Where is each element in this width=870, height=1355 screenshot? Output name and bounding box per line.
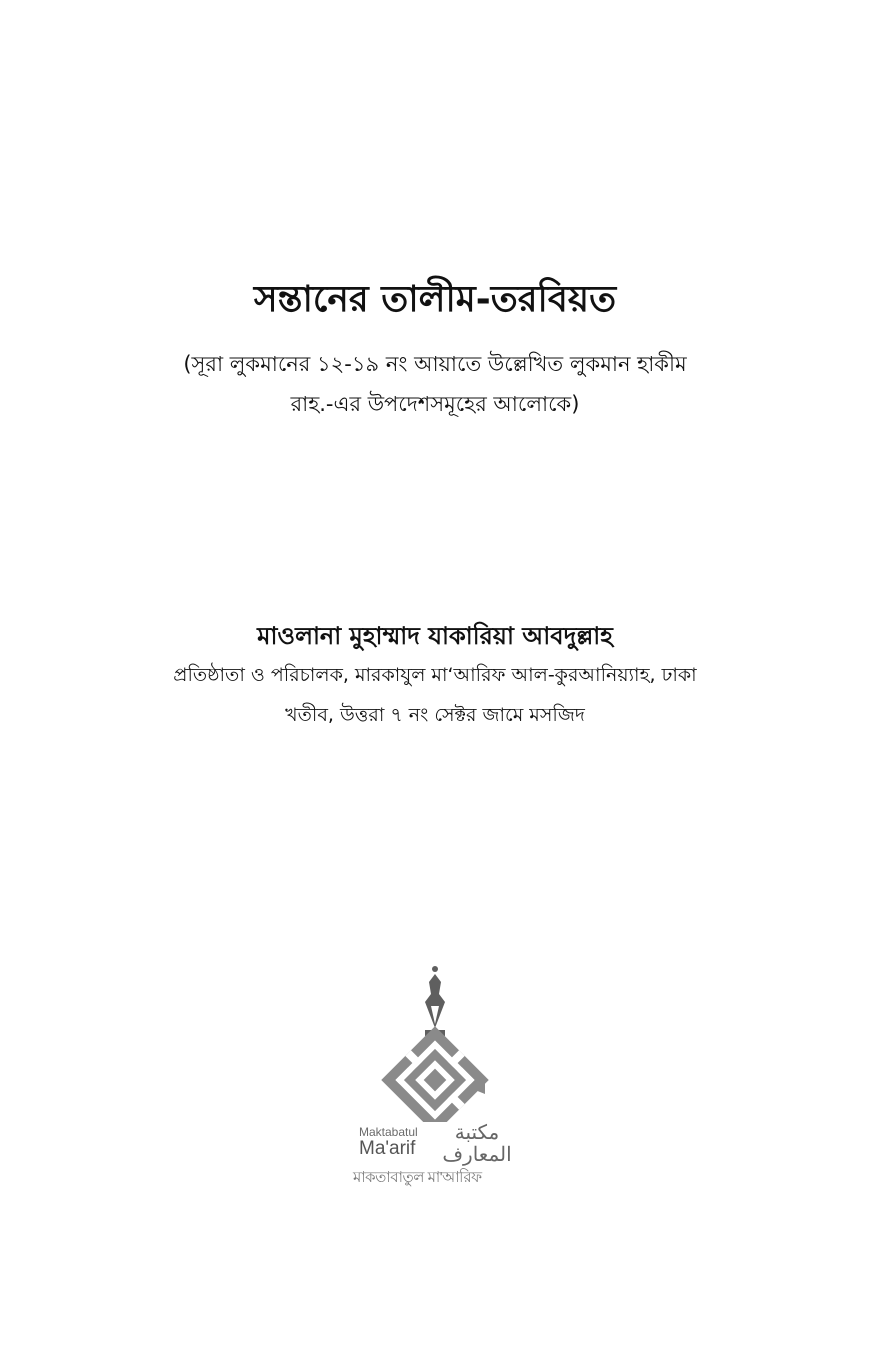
logo-arabic-line-1: مكتبة <box>454 1122 500 1144</box>
author-role: প্রতিষ্ঠাতা ও পরিচালক, মারকাযুল মা‘আরিফ আল-কুরআনিয়্যাহ, ঢাকা <box>173 664 697 686</box>
subtitle-line-2: রাহ.-এর উপদেশসমূহের আলোকে) <box>290 392 580 416</box>
book-subtitle <box>120 344 750 424</box>
logo-arabic-line-2: المعارف <box>442 1144 512 1166</box>
book-title: সন্তানের তালীম-তরবিয়ত <box>253 279 617 320</box>
logo-latin-line-1: Maktabatul <box>359 1125 418 1139</box>
subtitle-line-1: (সূরা লুকমানের ১২-১৯ নং আয়াতে উল্লেখিত লুকমান হাকীম <box>183 352 687 376</box>
publisher-logo <box>345 962 525 1192</box>
pen-nib-kufic-logo-icon <box>345 962 525 1122</box>
author-khatib: খতীব, উত্তরা ৭ নং সেক্টর জামে মসজিদ <box>285 704 585 726</box>
logo-bangla: মাকতাবাতুল মা'আরিফ <box>353 1169 482 1186</box>
logo-latin-line-2: Ma'arif <box>359 1138 416 1159</box>
logo-arabic <box>437 1122 517 1166</box>
author-name: মাওলানা মুহাম্মাদ যাকারিয়া আবদুল্লাহ <box>257 622 613 650</box>
